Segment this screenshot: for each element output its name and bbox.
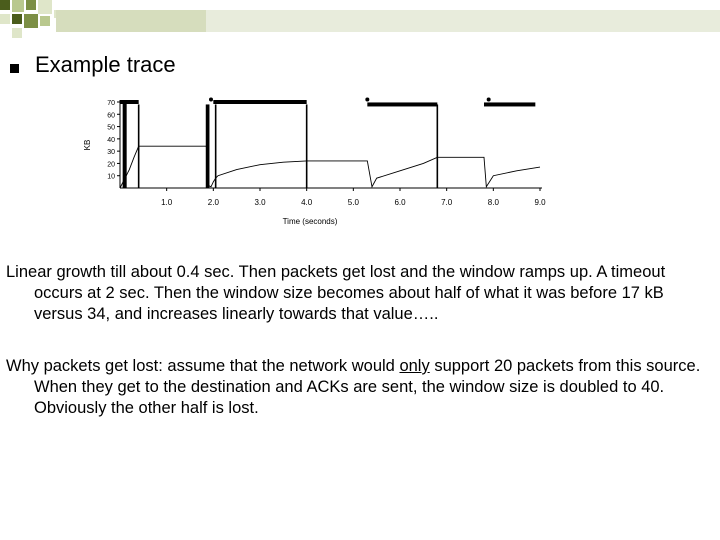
y-tick-label: 40 xyxy=(107,136,115,144)
x-tick-label: 6.0 xyxy=(394,198,406,207)
x-tick-label: 1.0 xyxy=(161,198,173,207)
x-tick-label: 9.0 xyxy=(534,198,546,207)
deco-square xyxy=(12,14,22,24)
x-tick-label: 7.0 xyxy=(441,198,453,207)
retransmit-bar xyxy=(367,102,437,106)
y-axis-label: KB xyxy=(83,139,92,151)
deco-square xyxy=(0,0,10,10)
deco-square xyxy=(38,0,52,14)
y-tick-label: 50 xyxy=(107,124,115,132)
x-tick-label: 2.0 xyxy=(207,198,219,207)
window-trace-chart xyxy=(70,88,560,233)
retransmit-marker xyxy=(365,98,369,102)
x-tick-label: 3.0 xyxy=(254,198,266,207)
retransmit-bar xyxy=(484,102,535,106)
deco-band xyxy=(56,10,206,32)
deco-square xyxy=(24,14,38,28)
x-tick-label: 5.0 xyxy=(347,198,359,207)
slide-decoration xyxy=(0,0,720,40)
y-tick-label: 60 xyxy=(107,112,115,120)
underlined-word-only: only xyxy=(399,357,430,375)
bullet-square xyxy=(10,64,19,73)
y-tick-label: 30 xyxy=(107,149,115,157)
y-tick-label: 70 xyxy=(107,100,115,107)
retransmit-marker xyxy=(487,98,491,102)
chart-marks xyxy=(83,98,546,226)
slide-title: Example trace xyxy=(35,52,176,77)
deco-square xyxy=(40,16,50,26)
window-trace-line xyxy=(120,146,540,188)
deco-square xyxy=(12,28,22,38)
retransmit-marker xyxy=(209,98,213,102)
deco-square xyxy=(26,0,36,10)
deco-square xyxy=(12,0,24,12)
x-axis-label: Time (seconds) xyxy=(282,217,338,226)
y-tick-label: 10 xyxy=(107,173,115,181)
y-tick-label: 20 xyxy=(107,161,115,169)
x-tick-label: 8.0 xyxy=(487,198,499,207)
paragraph-packet-loss-part1: Why packets get lost: assume that the network would xyxy=(6,357,400,375)
paragraph-packet-loss-part2: support 20 packets from this source. When they get to the destination and ACKs are sent, the window size is doubled to 40. Obviously the other half is lost. xyxy=(34,357,701,417)
x-tick-label: 4.0 xyxy=(301,198,313,207)
retransmit-bar xyxy=(213,100,306,104)
deco-square xyxy=(0,14,10,24)
paragraph-linear-growth: Linear growth till about 0.4 sec. Then packets get lost and the window ramps up. A timeout occurs at 2 sec. Then the window size becomes about half of what it was before 17 kB versus 34, and increases linearly towards that value….. xyxy=(6,263,666,323)
paragraph-packet-loss xyxy=(6,356,710,419)
